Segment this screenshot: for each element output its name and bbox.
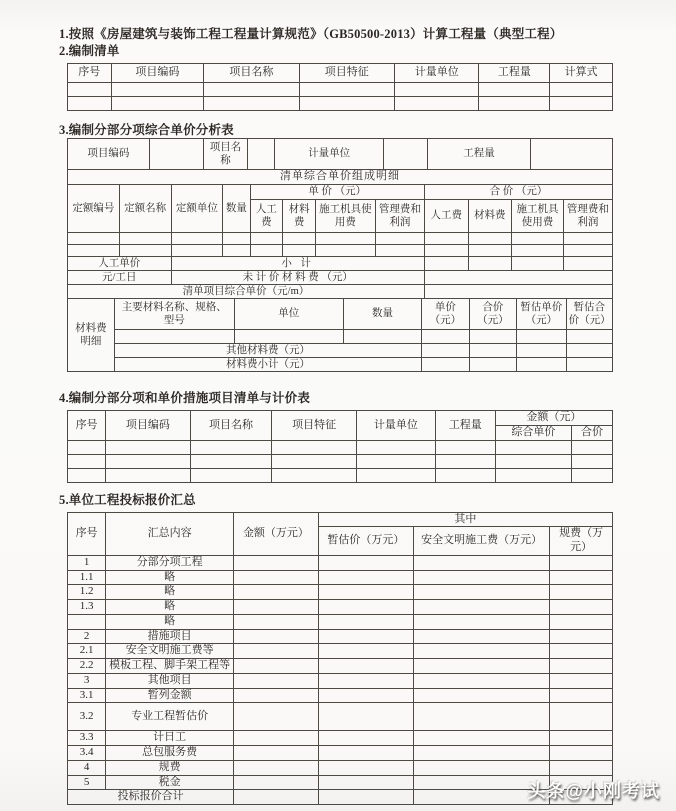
summary-row bbox=[68, 673, 613, 688]
table-row bbox=[68, 244, 613, 256]
table-row bbox=[68, 96, 613, 110]
cell-empty bbox=[550, 570, 613, 585]
cell-empty bbox=[495, 440, 571, 454]
col-seq: 序号 bbox=[68, 63, 112, 82]
row-no: 1.1 bbox=[68, 570, 106, 585]
cell-empty bbox=[250, 244, 283, 256]
col-item-feature: 项目特征 bbox=[299, 63, 394, 82]
summary-row bbox=[68, 585, 613, 600]
cell-empty bbox=[68, 82, 112, 96]
cell-empty bbox=[422, 344, 469, 358]
group-among: 其中 bbox=[318, 512, 612, 527]
cell-empty bbox=[572, 454, 613, 468]
label-unit: 计量单位 bbox=[275, 138, 384, 169]
row-content: 安全文明施工费等 bbox=[106, 644, 234, 659]
cell-empty bbox=[223, 232, 250, 244]
summary-row bbox=[68, 746, 613, 761]
col-qty: 数量 bbox=[223, 184, 250, 232]
cell-empty bbox=[343, 330, 421, 344]
col-seq: 序号 bbox=[68, 512, 106, 555]
cell-empty bbox=[234, 659, 318, 674]
summary-row bbox=[68, 614, 613, 629]
bid-summary-table bbox=[67, 512, 613, 806]
section-title-4: 4.编制分部分项和单价措施项目清单与计价表 bbox=[59, 391, 311, 406]
col-material-est-unit-price: 暂估单价（元） bbox=[517, 299, 567, 330]
row-no: 3 bbox=[68, 673, 106, 688]
cell-empty bbox=[414, 614, 550, 629]
analysis-info-row bbox=[67, 138, 613, 170]
cell-empty bbox=[394, 82, 478, 96]
row-no: 5 bbox=[68, 775, 106, 790]
cell-empty bbox=[422, 358, 469, 372]
cell-empty bbox=[318, 703, 413, 731]
cell-empty bbox=[234, 673, 318, 688]
cell-empty bbox=[272, 440, 356, 454]
list-table-header-row bbox=[68, 63, 613, 82]
cell-empty bbox=[550, 82, 613, 96]
cell-empty bbox=[318, 790, 413, 805]
table-header-row bbox=[68, 184, 613, 199]
cell-empty bbox=[318, 600, 413, 615]
instruction-line-1: 1.按照《房屋建筑与装饰工程工程量计算规范》（GB50500-2013）计算工程量（典型工程） bbox=[59, 27, 563, 41]
list-table bbox=[67, 63, 613, 111]
cell-empty bbox=[106, 468, 190, 482]
cell-empty bbox=[106, 454, 190, 468]
cell-empty bbox=[106, 440, 190, 454]
cell-empty bbox=[234, 330, 343, 344]
list-total-row bbox=[68, 284, 613, 298]
summary-row bbox=[68, 555, 613, 570]
cell-empty bbox=[550, 614, 613, 629]
cell-empty bbox=[234, 703, 318, 731]
col-item-code: 项目编码 bbox=[106, 411, 190, 441]
col-seq: 序号 bbox=[68, 411, 106, 441]
col-formula: 计算式 bbox=[550, 63, 613, 82]
row-content: 略 bbox=[106, 614, 234, 629]
table-header-row bbox=[68, 411, 613, 426]
material-detail-table bbox=[67, 298, 613, 372]
cell-empty bbox=[422, 330, 469, 344]
cell-empty bbox=[414, 760, 550, 775]
label-quantity: 工程量 bbox=[427, 138, 531, 169]
cell-empty bbox=[68, 232, 120, 244]
col-quota-name: 定额名称 bbox=[119, 184, 171, 232]
summary-row bbox=[68, 659, 613, 674]
cell-empty bbox=[234, 746, 318, 761]
cell-empty bbox=[234, 760, 318, 775]
summary-row bbox=[68, 760, 613, 775]
cell-empty bbox=[424, 256, 468, 270]
cell-empty bbox=[356, 468, 435, 482]
cell-empty bbox=[375, 232, 424, 244]
cell-empty bbox=[550, 688, 613, 703]
cell-empty bbox=[479, 96, 550, 110]
row-content: 规费 bbox=[106, 760, 234, 775]
cell-empty bbox=[318, 644, 413, 659]
cell-empty bbox=[550, 731, 613, 746]
cell-empty bbox=[204, 96, 299, 110]
row-no bbox=[68, 614, 106, 629]
cell-empty bbox=[512, 244, 564, 256]
cell-empty bbox=[171, 244, 223, 256]
row-no: 2.1 bbox=[68, 644, 106, 659]
section-title-5: 5.单位工程投标报价汇总 bbox=[59, 492, 196, 507]
col-material-est-total-price: 暂估合价（元） bbox=[566, 299, 612, 330]
analysis-composition-table bbox=[67, 169, 613, 299]
cell-empty bbox=[414, 703, 550, 731]
cell-empty bbox=[68, 96, 112, 110]
cell-empty bbox=[68, 440, 106, 454]
summary-row bbox=[68, 688, 613, 703]
cell-empty bbox=[318, 775, 413, 790]
col-summary-content: 汇总内容 bbox=[106, 512, 234, 555]
cell-empty bbox=[550, 585, 613, 600]
cell-empty bbox=[414, 659, 550, 674]
cell-empty bbox=[318, 614, 413, 629]
row-content: 略 bbox=[106, 585, 234, 600]
cell-empty bbox=[234, 644, 318, 659]
summary-row bbox=[68, 644, 613, 659]
cell-empty bbox=[318, 673, 413, 688]
row-content: 分部分项工程 bbox=[106, 555, 234, 570]
cell-empty bbox=[234, 688, 318, 703]
col-quantity: 工程量 bbox=[479, 63, 550, 82]
col-material-qty: 数量 bbox=[343, 299, 421, 330]
cell-empty bbox=[414, 731, 550, 746]
col-item-feature: 项目特征 bbox=[272, 411, 356, 441]
labor-price-row bbox=[68, 256, 613, 270]
label-labor-price: 人工单价 bbox=[68, 256, 172, 270]
group-unit-price: 单 价 （元） bbox=[250, 184, 424, 199]
row-no: 2.2 bbox=[68, 659, 106, 674]
col-quota-unit: 定额单位 bbox=[171, 184, 223, 232]
col-unit: 计量单位 bbox=[394, 63, 478, 82]
cell-empty bbox=[315, 232, 375, 244]
cell-empty bbox=[318, 760, 413, 775]
unpriced-material-row bbox=[68, 270, 613, 284]
group-amount: 金额（元） bbox=[495, 411, 612, 426]
col-machine-cost: 施工机具使用费 bbox=[512, 199, 564, 232]
cell-empty bbox=[479, 82, 550, 96]
cell-empty bbox=[517, 330, 567, 344]
cell-empty bbox=[468, 232, 512, 244]
cell-empty bbox=[414, 585, 550, 600]
cell-empty bbox=[566, 344, 612, 358]
col-mgmt-profit: 管理费和利润 bbox=[375, 199, 424, 232]
cell-empty bbox=[247, 138, 274, 169]
row-no: 3.4 bbox=[68, 746, 106, 761]
cell-empty bbox=[375, 244, 424, 256]
row-content: 专业工程暂估价 bbox=[106, 703, 234, 731]
cell-empty bbox=[424, 270, 612, 284]
material-header-row bbox=[68, 299, 613, 330]
cell-empty bbox=[204, 82, 299, 96]
cell-empty bbox=[512, 232, 564, 244]
cell-empty bbox=[550, 659, 613, 674]
summary-row bbox=[68, 570, 613, 585]
cell-empty bbox=[171, 232, 223, 244]
label-item-name: 项目名称 bbox=[204, 138, 248, 169]
col-total-price: 合价 bbox=[572, 425, 613, 440]
cell-empty bbox=[234, 585, 318, 600]
cell-empty bbox=[234, 570, 318, 585]
cell-empty bbox=[318, 585, 413, 600]
col-labor-cost: 人工费 bbox=[424, 199, 468, 232]
cell-empty bbox=[563, 244, 612, 256]
cell-empty bbox=[572, 468, 613, 482]
cell-empty bbox=[318, 570, 413, 585]
cell-empty bbox=[250, 232, 283, 244]
row-content: 暂列金额 bbox=[106, 688, 234, 703]
table-row bbox=[68, 440, 613, 454]
row-no: 3.1 bbox=[68, 688, 106, 703]
cell-empty bbox=[468, 256, 512, 270]
cell-empty bbox=[550, 96, 613, 110]
cell-empty bbox=[550, 600, 613, 615]
cell-empty bbox=[114, 330, 234, 344]
cell-empty bbox=[299, 82, 394, 96]
cell-empty bbox=[550, 629, 613, 644]
cell-empty bbox=[550, 644, 613, 659]
col-quota-code: 定额编号 bbox=[68, 184, 120, 232]
cell-empty bbox=[424, 244, 468, 256]
cell-empty bbox=[531, 138, 613, 169]
table-row bbox=[68, 82, 613, 96]
label-unpriced-material: 未 计 价 材 料 费 （元） bbox=[171, 270, 424, 284]
col-statutory-fee: 规费（万元） bbox=[550, 527, 613, 556]
row-no: 1.3 bbox=[68, 600, 106, 615]
row-no: 3.2 bbox=[68, 703, 106, 731]
row-no: 3.3 bbox=[68, 731, 106, 746]
cell-empty bbox=[566, 330, 612, 344]
col-material-unit-price: 单价（元） bbox=[422, 299, 469, 330]
cell-empty bbox=[318, 746, 413, 761]
row-content: 税金 bbox=[106, 775, 234, 790]
cell-empty bbox=[68, 468, 106, 482]
analysis-table bbox=[59, 138, 676, 373]
label-item-code: 项目编码 bbox=[68, 138, 150, 169]
col-provisional-price: 暂估价（万元） bbox=[318, 527, 413, 556]
cell-empty bbox=[234, 555, 318, 570]
cell-empty bbox=[315, 244, 375, 256]
summary-row bbox=[68, 600, 613, 615]
row-no: 1.2 bbox=[68, 585, 106, 600]
col-mgmt-profit: 管理费和利润 bbox=[563, 199, 612, 232]
col-labor-cost: 人工费 bbox=[250, 199, 283, 232]
col-unit: 计量单位 bbox=[356, 411, 435, 441]
table-row bbox=[68, 454, 613, 468]
cell-empty bbox=[356, 440, 435, 454]
cell-empty bbox=[517, 358, 567, 372]
cell-empty bbox=[468, 244, 512, 256]
row-content: 总包服务费 bbox=[106, 746, 234, 761]
cell-empty bbox=[234, 614, 318, 629]
cell-empty bbox=[550, 555, 613, 570]
cell-empty bbox=[318, 629, 413, 644]
cell-empty bbox=[414, 644, 550, 659]
row-content: 措施项目 bbox=[106, 629, 234, 644]
cell-empty bbox=[190, 454, 272, 468]
cell-empty bbox=[469, 330, 516, 344]
cell-empty bbox=[469, 358, 516, 372]
cell-empty bbox=[283, 232, 316, 244]
label-list-total-price: 清单项目综合单价（元/m） bbox=[68, 284, 425, 298]
cell-empty bbox=[234, 775, 318, 790]
cell-empty bbox=[495, 468, 571, 482]
col-item-code: 项目编码 bbox=[111, 63, 204, 82]
label-material-detail: 材料费明细 bbox=[68, 299, 115, 372]
section-title-2: 2.编制清单 bbox=[59, 43, 120, 58]
row-content: 计日工 bbox=[106, 731, 234, 746]
cell-empty bbox=[119, 232, 171, 244]
cell-empty bbox=[190, 468, 272, 482]
cell-empty bbox=[424, 232, 468, 244]
cell-empty bbox=[234, 629, 318, 644]
label-material-subtotal: 材料费小计（元） bbox=[114, 358, 421, 372]
cell-empty bbox=[414, 673, 550, 688]
cell-empty bbox=[566, 358, 612, 372]
cell-empty bbox=[563, 256, 612, 270]
cell-empty bbox=[469, 344, 516, 358]
col-material-cost: 材料费 bbox=[468, 199, 512, 232]
composition-title: 清单综合单价组成明细 bbox=[68, 169, 613, 184]
cell-empty bbox=[283, 244, 316, 256]
col-safety-civilized-fee: 安全文明施工费（万元） bbox=[414, 527, 550, 556]
col-material-name-spec: 主要材料名称、规格、型号 bbox=[114, 299, 234, 330]
cell-empty bbox=[111, 96, 204, 110]
other-material-row bbox=[68, 344, 613, 358]
cell-empty bbox=[119, 244, 171, 256]
row-no: 2 bbox=[68, 629, 106, 644]
cell-empty bbox=[572, 440, 613, 454]
cell-empty bbox=[550, 703, 613, 731]
label-other-material: 其他材料费（元） bbox=[114, 344, 421, 358]
cell-empty bbox=[550, 746, 613, 761]
cell-empty bbox=[435, 468, 495, 482]
cell-empty bbox=[111, 82, 204, 96]
cell-empty bbox=[414, 600, 550, 615]
col-item-name: 项目名称 bbox=[190, 411, 272, 441]
cell-empty bbox=[234, 790, 318, 805]
cell-empty bbox=[384, 138, 428, 169]
col-material-total-price: 合价（元） bbox=[469, 299, 516, 330]
col-quantity: 工程量 bbox=[435, 411, 495, 441]
cell-empty bbox=[414, 570, 550, 585]
row-content: 模板工程、脚手架工程等 bbox=[106, 659, 234, 674]
cell-empty bbox=[517, 344, 567, 358]
cell-empty bbox=[299, 96, 394, 110]
cell-empty bbox=[272, 454, 356, 468]
cell-empty bbox=[435, 440, 495, 454]
cell-empty bbox=[318, 688, 413, 703]
label-subtotal: 小 计 bbox=[171, 256, 424, 270]
cell-empty bbox=[550, 760, 613, 775]
cell-empty bbox=[414, 746, 550, 761]
cell-empty bbox=[234, 600, 318, 615]
summary-row bbox=[68, 731, 613, 746]
table-row bbox=[68, 468, 613, 482]
col-item-name: 项目名称 bbox=[204, 63, 299, 82]
summary-row bbox=[68, 703, 613, 731]
table-row bbox=[68, 138, 613, 169]
col-material-cost: 材料费 bbox=[283, 199, 316, 232]
cell-empty bbox=[495, 454, 571, 468]
cell-empty bbox=[318, 659, 413, 674]
label-yuan-per-workday: 元/工日 bbox=[68, 270, 172, 284]
col-machine-cost: 施工机具使用费 bbox=[315, 199, 375, 232]
row-content: 略 bbox=[106, 600, 234, 615]
table-row bbox=[68, 232, 613, 244]
table-header-row bbox=[68, 512, 613, 527]
cell-empty bbox=[424, 284, 612, 298]
cell-empty bbox=[414, 555, 550, 570]
row-no: 4 bbox=[68, 760, 106, 775]
cell-empty bbox=[272, 468, 356, 482]
cell-empty bbox=[223, 244, 250, 256]
cell-empty bbox=[190, 440, 272, 454]
cell-empty bbox=[356, 454, 435, 468]
table-row bbox=[68, 330, 613, 344]
watermark-toutiao: 头条@小刚考试 bbox=[527, 781, 660, 801]
col-amount: 金额（万元） bbox=[234, 512, 318, 555]
cell-empty bbox=[512, 256, 564, 270]
cell-empty bbox=[394, 96, 478, 110]
cell-empty bbox=[563, 232, 612, 244]
cell-empty bbox=[550, 673, 613, 688]
cell-empty bbox=[414, 629, 550, 644]
material-subtotal-row bbox=[68, 358, 613, 372]
price-list-table bbox=[67, 410, 613, 483]
composition-title-row bbox=[68, 169, 613, 184]
cell-empty bbox=[318, 731, 413, 746]
cell-empty bbox=[414, 688, 550, 703]
cell-empty bbox=[68, 244, 120, 256]
col-material-unit: 单位 bbox=[234, 299, 343, 330]
row-content: 其他项目 bbox=[106, 673, 234, 688]
row-no: 1 bbox=[68, 555, 106, 570]
summary-row bbox=[68, 629, 613, 644]
label-bid-total: 投标报价合计 bbox=[68, 790, 234, 805]
col-comprehensive-unit-price: 综合单价 bbox=[495, 425, 571, 440]
group-total-price: 合 价 （元） bbox=[424, 184, 612, 199]
cell-empty bbox=[318, 555, 413, 570]
row-content: 略 bbox=[106, 570, 234, 585]
cell-empty bbox=[435, 454, 495, 468]
section-title-3: 3.编制分部分项综合单价分析表 bbox=[59, 122, 234, 137]
cell-empty bbox=[68, 454, 106, 468]
cell-empty bbox=[234, 731, 318, 746]
cell-empty bbox=[149, 138, 204, 169]
